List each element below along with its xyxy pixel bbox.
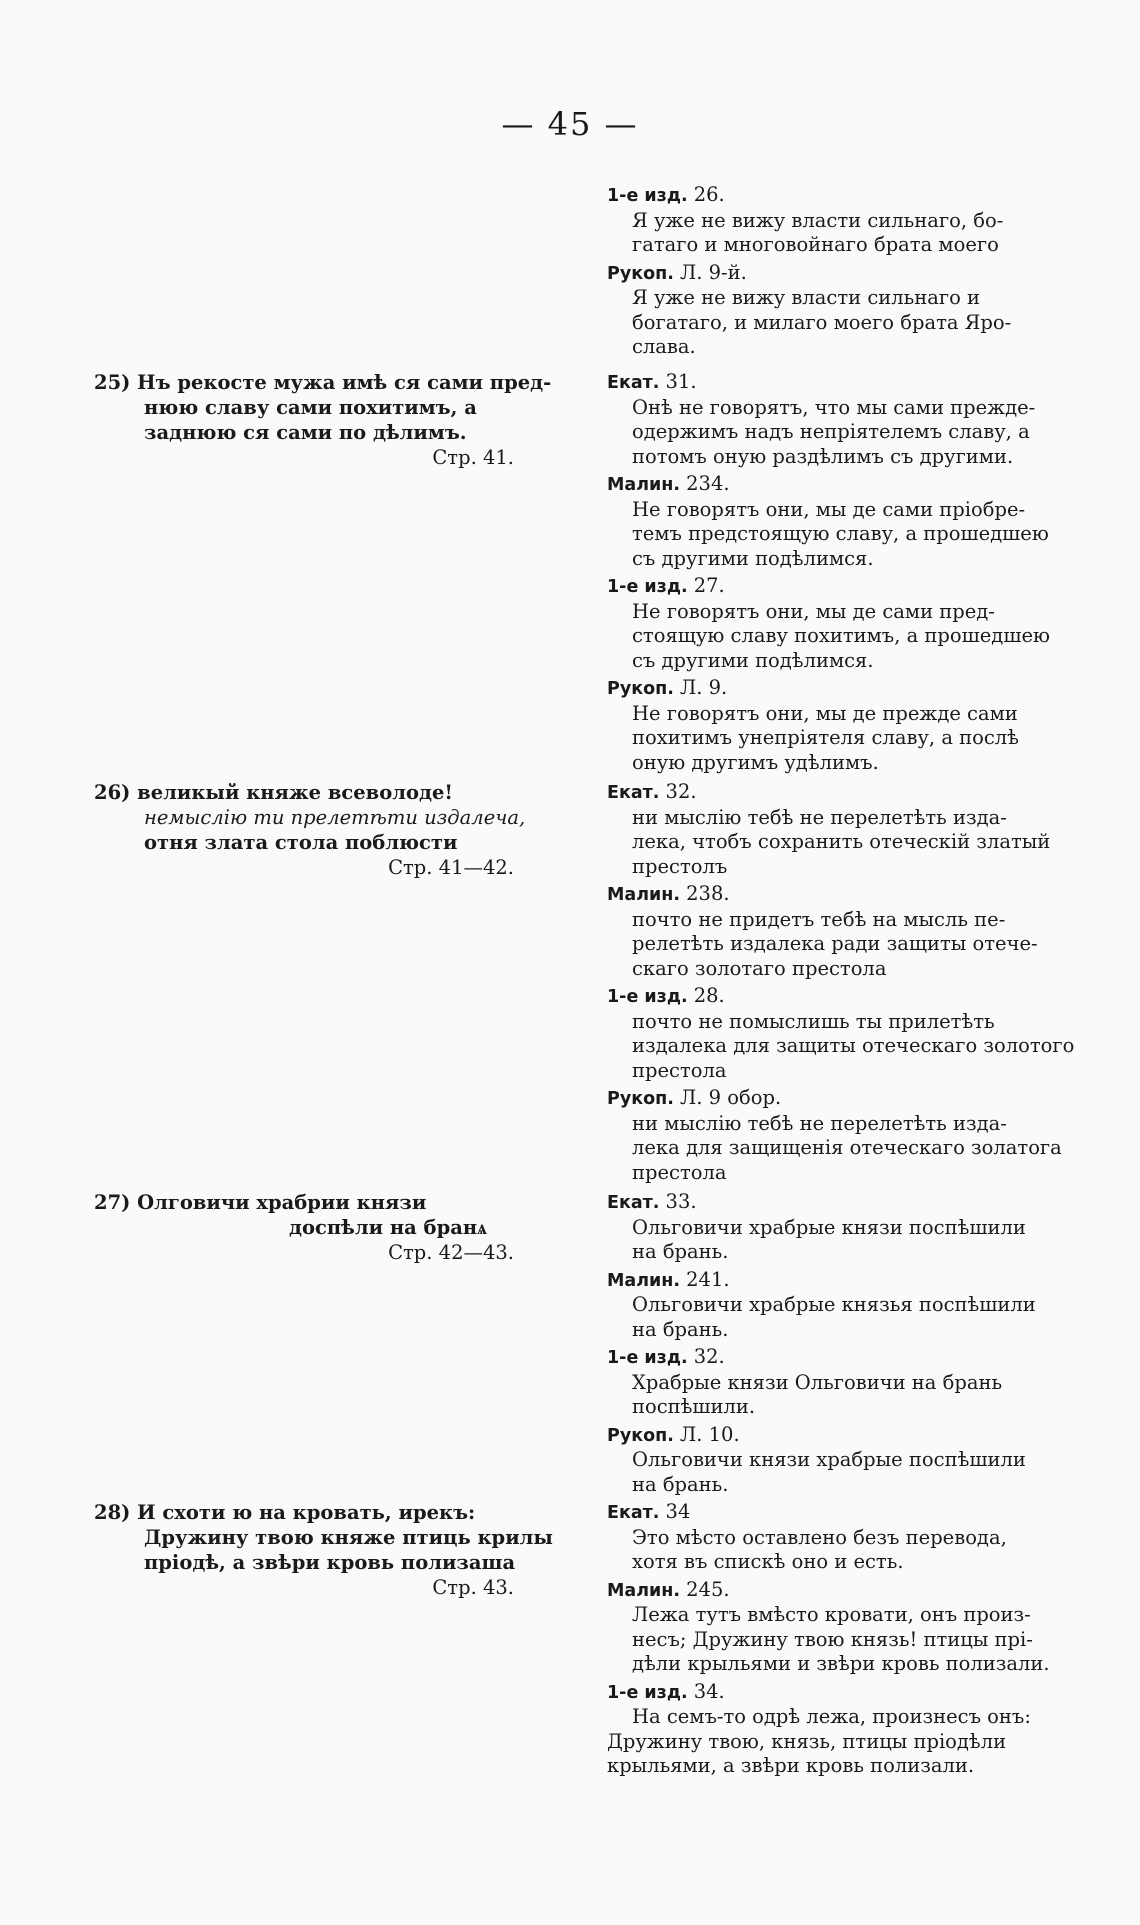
- source-label: 1-е изд. 32.: [607, 1345, 725, 1368]
- translation-text: Ольговичи храбрые князья поспѣшили на брань.: [632, 1293, 1036, 1341]
- source-label: Малин. 241.: [607, 1267, 730, 1291]
- original-line: немыслію ти прелетѣти издалеча,: [144, 806, 526, 829]
- translations-column: [607, 370, 1057, 778]
- original-line: отня злата стола поблюсти: [144, 831, 458, 854]
- source-label: 1-е изд. 34.: [607, 1679, 725, 1703]
- original-line: 26) великый княже всеволоде!: [94, 781, 453, 804]
- source-label: Екат. 34: [607, 1500, 691, 1523]
- page-number: — 45 —: [501, 105, 639, 143]
- translation-text: Ольговичи князи храбрые поспѣшили на брань.: [632, 1448, 1026, 1496]
- translation-text: Храбрые князи Ольговичи на брань поспѣшили.: [632, 1370, 1003, 1418]
- original-line: 25) Нъ рекосте мужа имѣ ся сами пред-: [94, 371, 552, 394]
- translation-text: Ольговичи храбрые князи поспѣшили на брань.: [632, 1215, 1026, 1263]
- original-text-column: [94, 370, 552, 470]
- original-line: 28) И схоти ю на кровать, ирекъ:: [94, 1501, 476, 1524]
- source-label: 1-е изд. 26.: [607, 183, 725, 206]
- translation-text: На семъ-то одрѣ лежа, произнесъ онъ: Дружину твою, князь, птицы пріодѣли крыльями, а звѣри кровь полизали.: [607, 1705, 1031, 1777]
- original-text-column: [94, 780, 534, 880]
- translation-text: Не говорятъ они, мы де сами пред- стоящую славу похитимъ, а прошедшею съ другими подѣлимся.: [632, 599, 1050, 672]
- original-line: пріодѣ, а звѣри кровь полизаша: [144, 1551, 516, 1574]
- source-label: Рукоп. Л. 9-й.: [607, 260, 747, 284]
- source-label: Екат. 33.: [607, 1190, 697, 1213]
- page-reference: Стр. 41—42.: [388, 856, 514, 879]
- source-label: Рукоп. Л. 10.: [607, 1422, 740, 1446]
- translations-column: [607, 780, 1075, 1188]
- original-text-column: [94, 1190, 534, 1265]
- original-line: заднюю ся сами по дѣлимъ.: [144, 421, 467, 444]
- translation-text: Это мѣсто оставлено безъ перевода, хотя въ спискѣ оно и есть.: [632, 1525, 1007, 1573]
- source-label: Екат. 31.: [607, 370, 697, 393]
- translations-column: [607, 1190, 1057, 1500]
- translation-text: Не говорятъ они, мы де сами пріобре- темъ предстоящую славу, а прошедшею съ другими подѣлимся.: [632, 497, 1049, 570]
- translations-column: [607, 1500, 1057, 1782]
- page-reference: Стр. 42—43.: [388, 1241, 514, 1264]
- source-label: Рукоп. Л. 9 обор.: [607, 1086, 782, 1109]
- translation-text: почто не придетъ тебѣ на мысль пе- релетѣть издалека ради защиты отече- скаго золотаго престола: [632, 907, 1038, 980]
- translation-text: Я уже не вижу власти сильнаго, бо- гатаго и многовойнаго брата моего: [632, 208, 1004, 256]
- page-reference: Стр. 41.: [432, 446, 514, 469]
- source-label: Малин. 238.: [607, 882, 730, 905]
- translation-text: Я уже не вижу власти сильнаго и богатаго, и милаго моего брата Яро- слава.: [632, 286, 1012, 358]
- page-reference: Стр. 43.: [432, 1576, 514, 1599]
- translation-text: Онѣ не говорятъ, что мы сами прежде- одержимъ надъ непріятелемъ славу, а потомъ оную раздѣлимъ съ другими.: [632, 395, 1036, 468]
- translation-text: почто не помыслишь ты прилетѣть издалека для защиты отеческаго золотого престола: [632, 1009, 1075, 1082]
- translations-column: [607, 183, 1057, 363]
- source-label: Рукоп. Л. 9.: [607, 676, 728, 699]
- source-label: Екат. 32.: [607, 780, 697, 803]
- source-label: Малин. 245.: [607, 1577, 730, 1601]
- source-label: 1-е изд. 27.: [607, 574, 725, 597]
- translation-text: Не говорятъ они, мы де прежде сами похитимъ унепріятеля славу, а послѣ оную другимъ удѣлимъ.: [632, 701, 1019, 774]
- original-line: нюю славу сами похитимъ, а: [144, 396, 477, 419]
- translation-text: ни мыслію тебѣ не перелетѣть изда- лека, чтобъ сохранить отеческій златый престолъ: [632, 805, 1051, 878]
- source-label: 1-е изд. 28.: [607, 984, 725, 1007]
- original-line: Дружину твою княже птиць крилы: [144, 1526, 553, 1549]
- translation-text: Лежа тутъ вмѣсто кровати, онъ произ- несъ; Дружину твою князь! птицы прі- дѣли крыльями и звѣри кровь полизали.: [632, 1603, 1050, 1675]
- original-line: 27) Олговичи храбрии князи: [94, 1191, 427, 1214]
- source-label: Малин. 234.: [607, 472, 730, 495]
- original-text-column: [94, 1500, 553, 1600]
- translation-text: ни мыслію тебѣ не перелетѣть изда- лека для защищенія отеческаго золатога престола: [632, 1111, 1062, 1184]
- original-line: доспѣли на бранѧ: [289, 1216, 487, 1239]
